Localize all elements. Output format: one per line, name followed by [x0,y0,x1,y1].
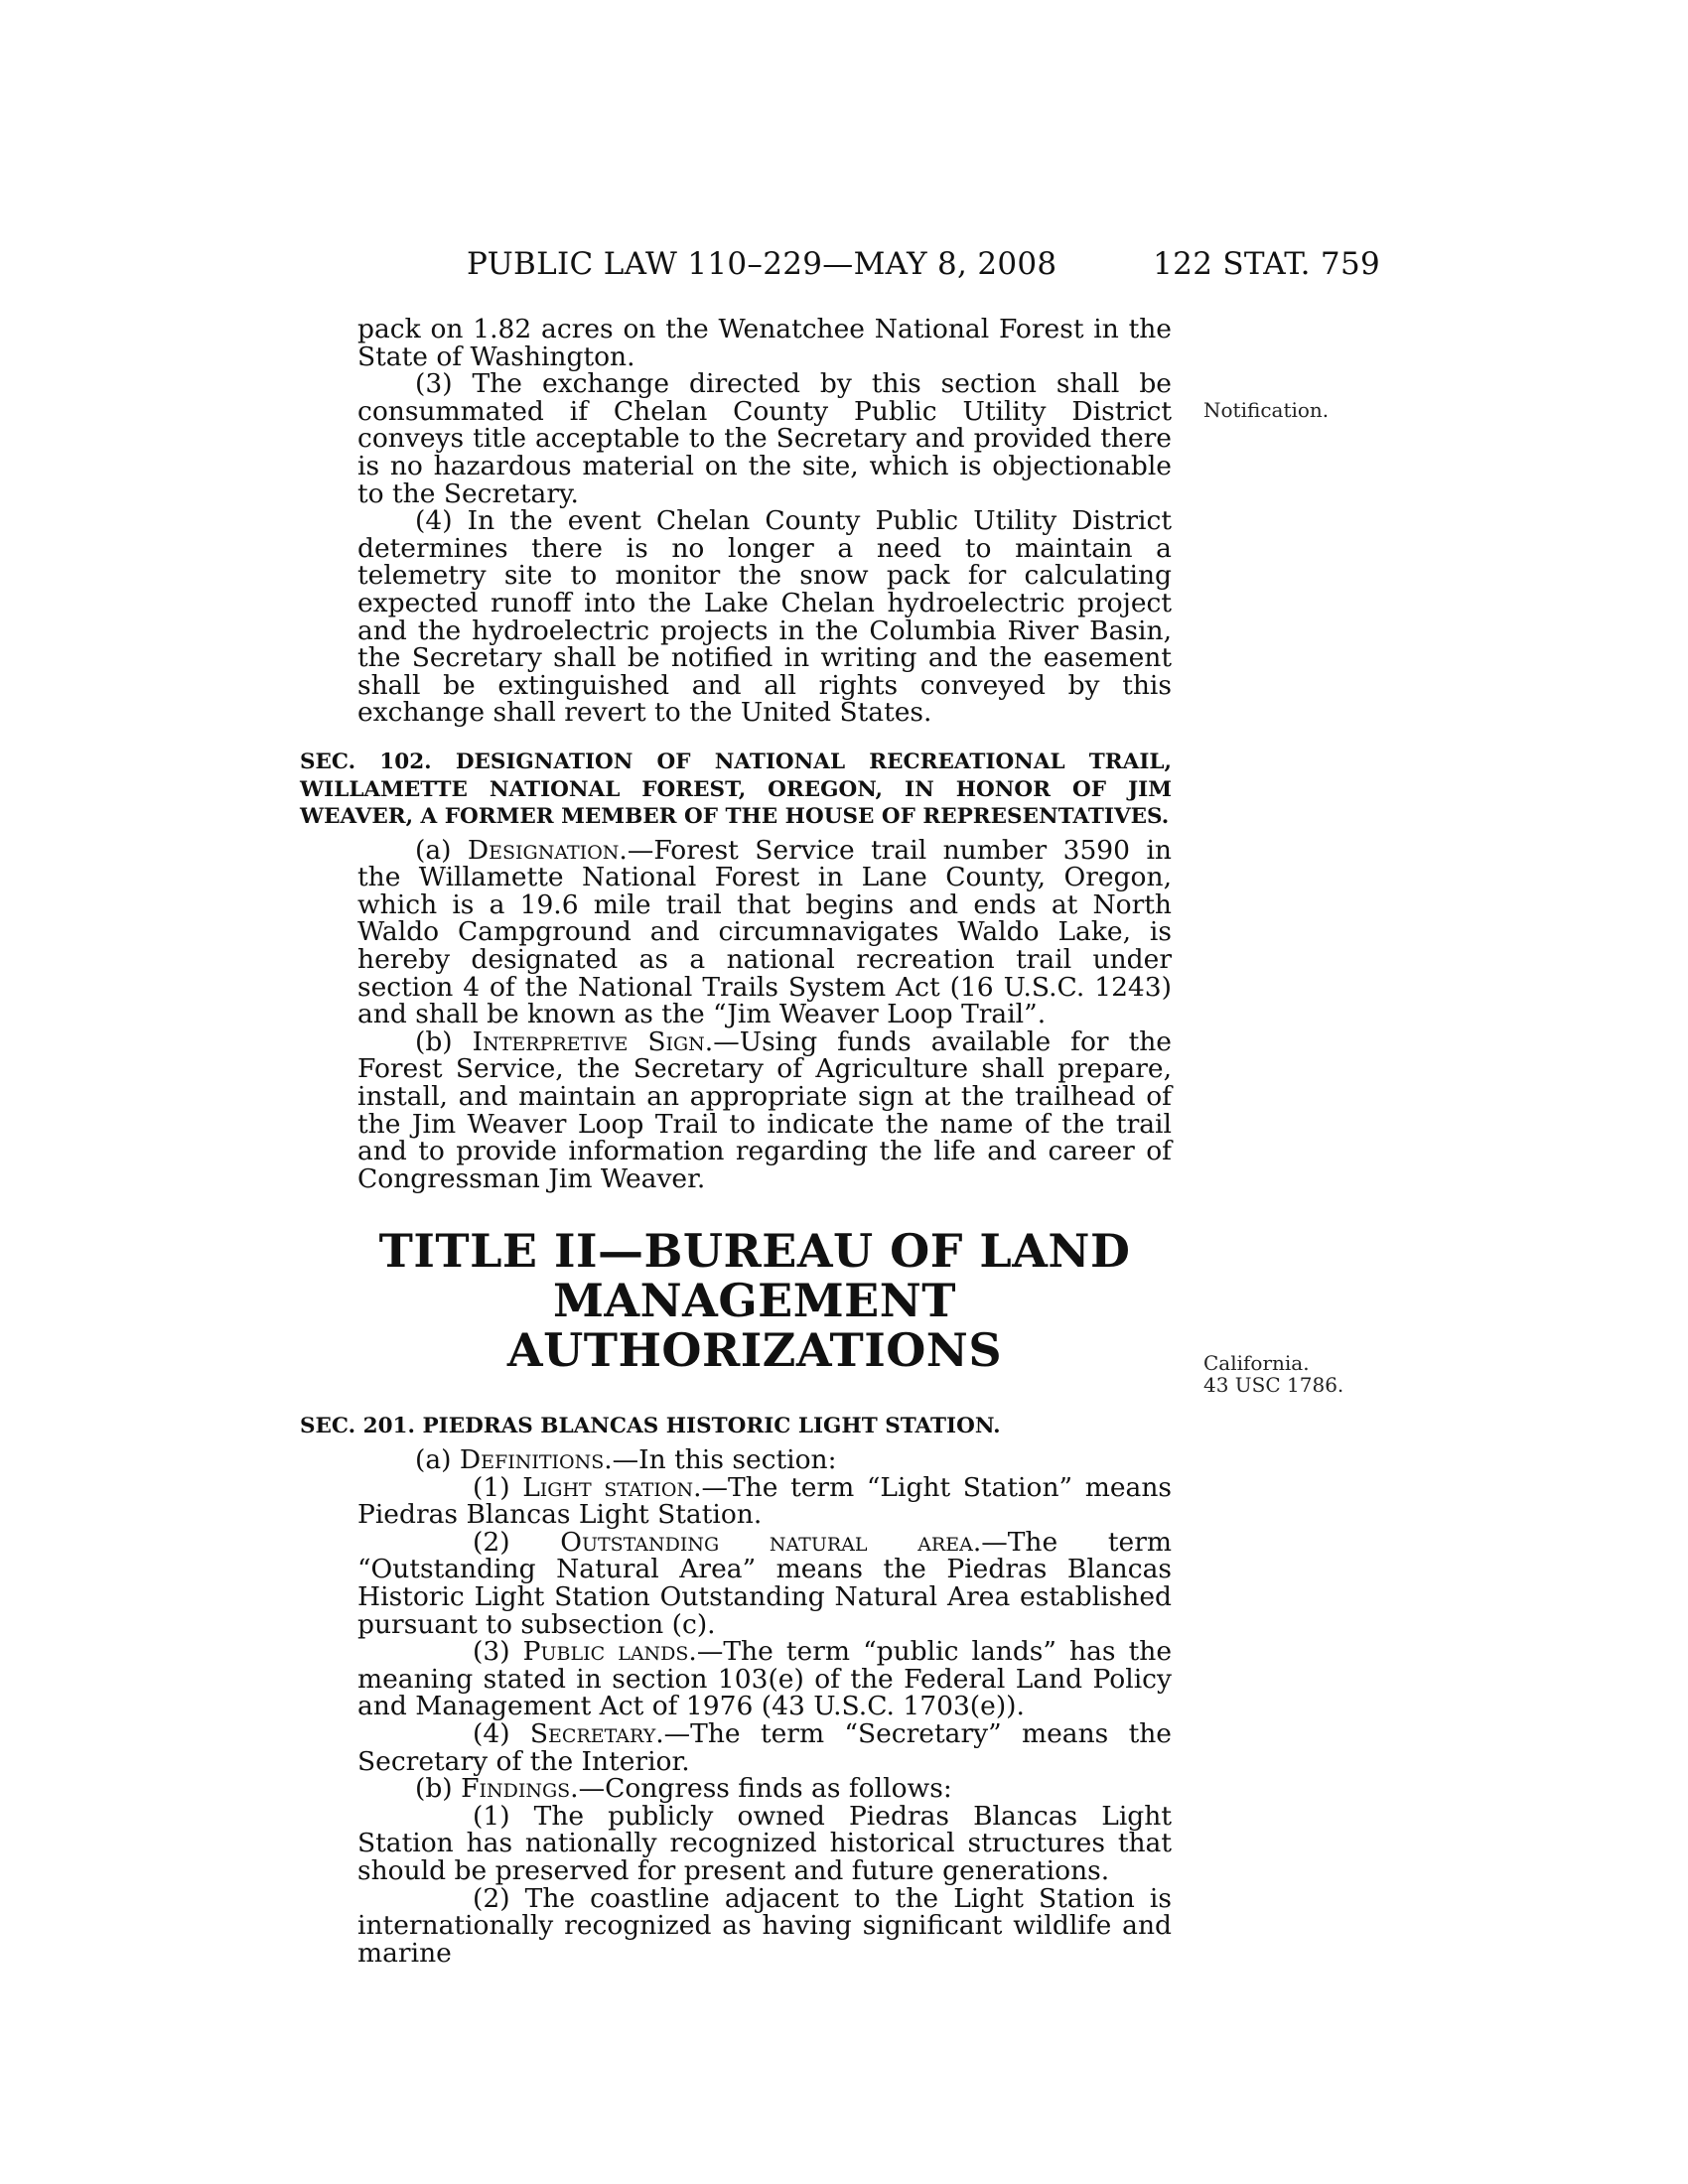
label: (2) [473,1526,561,1558]
header-stat-page: 122 STAT. 759 [1153,246,1380,282]
subsection-text: —Forest Service trail number 3590 in the Willamette National Forest in Lane County, Oregon, which is a 19.6 mile trail that begins and ends at North Waldo Campground and circumnavigates Waldo Lake, is hereby designated as a national recreation trail under section 4 of the National Trails System Act (16 U.S.C. 1243) and shall be known as the “Jim Weaver Loop Trail”. [357,834,1172,1030]
label: (b) [415,1773,462,1805]
paragraph-continuation: pack on 1.82 acres on the Wenatchee National Forest in the State of Washington. [357,314,1172,372]
header-law-date: PUBLIC LAW 110–229—MAY 8, 2008 [467,246,1057,282]
margin-note-usc: 43 USC 1786. [1203,1373,1344,1397]
definition-3 [357,1638,1172,1720]
label: (3) [473,1636,523,1668]
section-102-title: SEC. 102. DESIGNATION OF NATIONAL RECREATIONAL TRAIL, WILLAMETTE NATIONAL FOREST, OREGON, IN HONOR OF JIM WEAVER, A FORMER MEMBER OF THE HOUSE OF REPRESENTATIVES. [300,749,1172,830]
definition-heading: Public lands. [522,1636,697,1668]
title-line-1: TITLE II—BUREAU OF LAND [378,1224,1131,1279]
page-header [357,246,1380,296]
section-102-heading [300,749,1172,831]
subsection-heading: Interpretive Sign. [472,1025,714,1057]
finding-2: (2) The coastline adjacent to the Light Station is internationally recognized as having significant wildlife and marine [357,1882,1172,1969]
definition-text: —The term “Light Station” means Piedras Blancas Light Station. [357,1471,1172,1531]
subsection-text: —In this section: [612,1444,837,1475]
section-102-a [357,834,1172,1030]
definition-2 [357,1526,1172,1640]
label: (4) [473,1717,530,1749]
document-body [300,314,1173,1969]
title-line-2: MANAGEMENT AUTHORIZATIONS [506,1274,1003,1378]
margin-note-california: California. [1203,1351,1310,1375]
definition-heading: Outstanding natural area. [560,1526,982,1558]
subsection-heading: Definitions. [459,1444,613,1475]
definition-heading: Secretary. [529,1717,664,1749]
definition-text: —The term “Outstanding Natural Area” means the Piedras Blancas Historic Light Station Outstanding Natural Area established pursuant to subsection (c). [357,1526,1172,1640]
margin-note-notification: Notification. [1203,398,1330,422]
label: (1) [473,1471,523,1503]
subsection-heading: Designation. [467,834,628,866]
definition-1 [357,1471,1172,1531]
section-102-b [357,1025,1172,1194]
definition-text: —The term “Secretary” means the Secretary of the Interior. [357,1717,1172,1777]
subsection-text: —Congress finds as follows: [578,1773,952,1805]
section-201-a [357,1446,1172,1474]
definition-heading: Light station. [522,1471,702,1503]
section-201-b [357,1775,1172,1803]
label: (a) [415,834,468,866]
finding-1: (1) The publicly owned Piedras Blancas Light Station has nationally recognized historical structures that should be preserved for present and future generations. [357,1800,1172,1886]
title-ii-heading [338,1224,1172,1378]
subsection-text: —Using funds available for the Forest Service, the Secretary of Agriculture shall prepare, install, and maintain an appropriate sign at the trailhead of the Jim Weaver Loop Trail to indicate the name of the trail and to provide information regarding the life and career of Congressman Jim Weaver. [357,1025,1172,1194]
section-201-title: SEC. 201. PIEDRAS BLANCAS HISTORIC LIGHT STATION. [300,1414,1001,1439]
section-201-heading [300,1413,1172,1440]
definition-4 [357,1717,1172,1777]
paragraph-4: (4) In the event Chelan County Public Utility District determines there is no longer a need to maintain a telemetry site to monitor the snow pack for calculating expected runoff into the Lake Chelan hydroelectric project and the hydroelectric projects in the Columbia River Basin, the Secretary shall be notified in writing and the easement shall be extinguished and all rights conveyed by this exchange shall revert to the United States. [357,505,1172,729]
label: (a) [415,1444,460,1475]
paragraph-3: (3) The exchange directed by this section shall be consummated if Chelan County Public Utility District conveys title acceptable to the Secretary and provided there is no hazardous material on the site, which is objectionable to the Secretary. [357,368,1172,509]
label: (b) [415,1025,473,1057]
definition-text: —The term “public lands” has the meaning stated in section 103(e) of the Federal Land Policy and Management Act of 1976 (43 U.S.C. 1703(e)). [357,1636,1173,1722]
subsection-heading: Findings. [461,1773,579,1805]
